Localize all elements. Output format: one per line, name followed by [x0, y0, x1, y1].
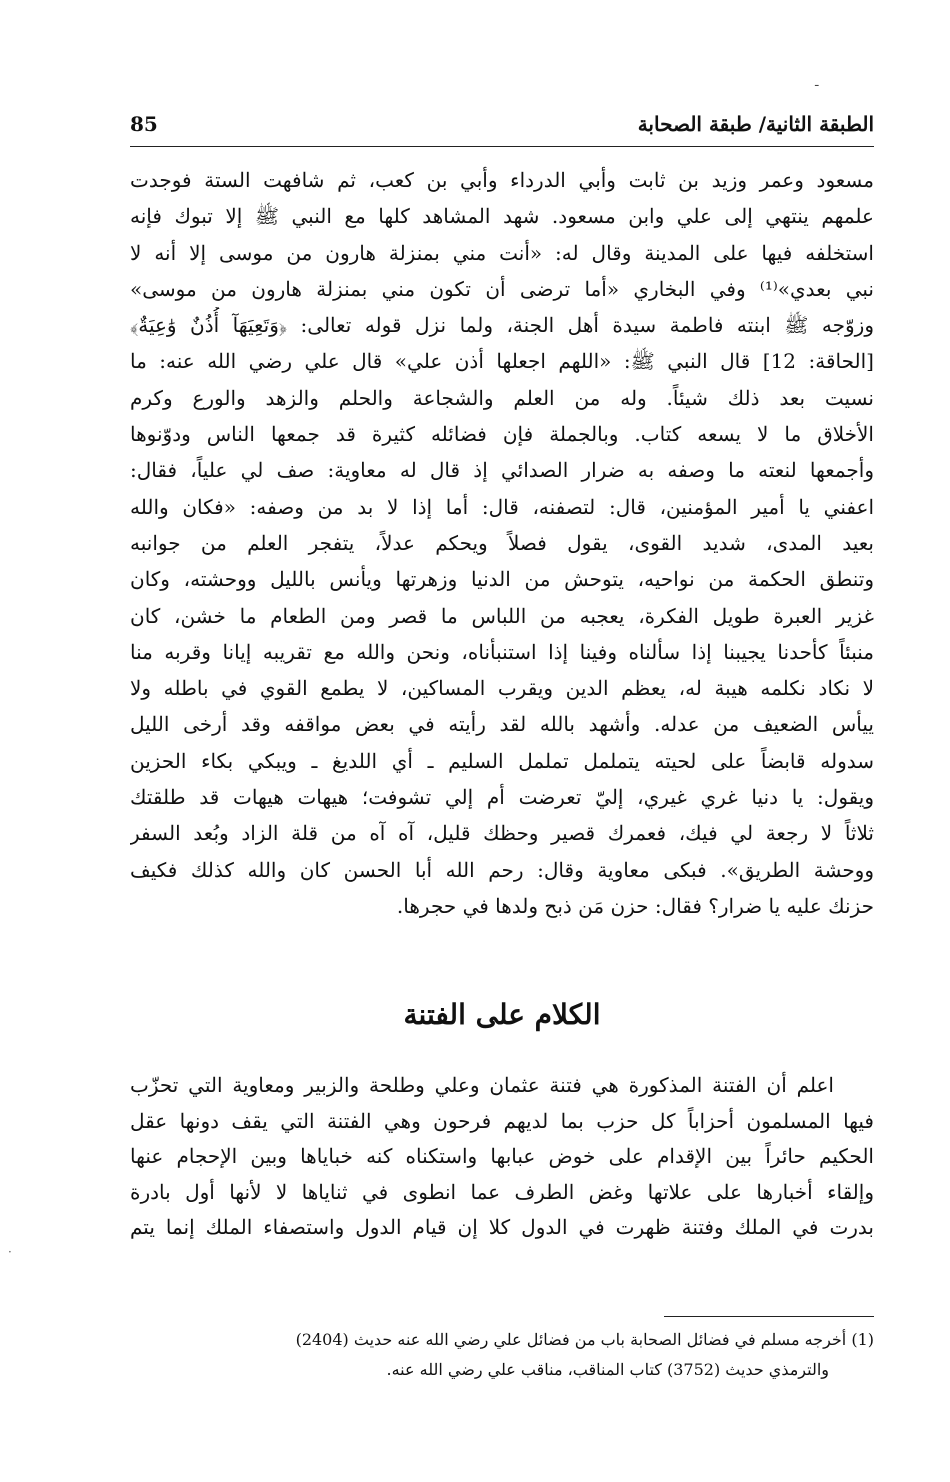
body-text: [130, 162, 874, 924]
text-line: مسعود وعمر وزيد بن ثابت وأبي الدرداء وأبي بن كعب، ثم شافهت الستة فوجدت: [130, 168, 874, 192]
text-line: الأخلاق ما لا يسعه كتاب. وبالجملة فإن فضائله كثيرة قد جمعها الناس ودوّنوها: [130, 422, 874, 447]
footnotes: [130, 1325, 874, 1385]
section-text: [130, 1068, 874, 1246]
text-line: علمهم ينتهي إلى علي وابن مسعود. شهد المشاهد كلها مع النبي ﷺ إلا تبوك فإنه: [130, 204, 874, 229]
page-header: [130, 112, 874, 142]
text-line: ييأس الضعيف من عدله. وأشهد بالله لقد رأيته في بعض مواقفه وقد أرخى الليل: [130, 712, 874, 737]
text-line: لا نكاد نكلمه هيبة له، يعظم الدين ويقرب المساكين، لا يطمع القوي في باطله ولا: [130, 676, 874, 701]
footnote-line: والترمذي حديث (3752) كتاب المناقب، مناقب علي رضي الله عنه.: [386, 1360, 829, 1379]
text-line: نسيت بعد ذلك شيئاً. وله من العلم والشجاعة والحلم والزهد والورع وكرم: [130, 385, 874, 410]
text-line: سدوله قابضاً على لحيته يتململ تململ السليم ـ أي اللديغ ـ ويبكي بكاء الحزين: [130, 748, 874, 773]
running-title: الطبقة الثانية/ طبقة الصحابة: [637, 112, 874, 136]
text-line: [الحاقة: 12] قال النبي ﷺ: «اللهم اجعلها أذن علي» قال علي رضي الله عنه: ما: [130, 349, 874, 374]
text-line: نبي بعدي»⁽¹⁾ وفي البخاري «أما ترضى أن تكون مني بمنزلة هارون من موسى»: [130, 276, 874, 301]
text-line: منبئاً كأحدنا يجيبنا إذا سألناه وفينا إذا استنبأناه، ونحن والله مع تقريبه إيانا وقربه منا: [130, 639, 874, 664]
header-rule: [130, 146, 874, 147]
text-line: ووحشة الطريق». فبكى معاوية وقال: رحم الله أبا الحسن كان والله كذلك فكيف: [130, 857, 874, 882]
text-line: ويقول: يا دنيا غري غيري، إليّ تعرضت أم إلي تشوفت؛ هيهات هيهات قد طلقتك: [130, 785, 874, 810]
section-heading: الكلام على الفتنة: [403, 998, 601, 1031]
text-line: الحكيم حائراً بين الإقدام على خوض عبابها واستكناه كنه خباياها وبين الإحجام عنها: [130, 1144, 874, 1169]
text-line: اعلم أن الفتنة المذكورة هي فتنة عثمان وعلي وطلحة والزبير ومعاوية التي تحزّب: [130, 1073, 834, 1097]
text-line: ثلاثاً لا رجعة لي فيك، فعمرك قصير وحظك قليل، آه آه من قلة الزاد وبُعد السفر: [130, 821, 874, 846]
text-line: وتنطق الحكمة من نواحيه، يتوحش من الدنيا وزهرتها ويأنس بالليل ووحشته، وكان: [130, 567, 874, 592]
scan-speck: ـ: [815, 75, 819, 89]
text-line: حزنك عليه يا ضرار؟ فقال: حزن مَن ذبح ولدها في حجرها.: [396, 893, 874, 918]
page-number: 85: [130, 112, 158, 136]
footnote-line: (1) أخرجه مسلم في فضائل الصحابة باب من فضائل علي رضي الله عنه حديث (2404): [295, 1330, 874, 1349]
text-line: وزوّجه ﷺ ابنته فاطمة سيدة أهل الجنة، ولما نزل قوله تعالى: ﴿وَتَعِيَهَآ أُذُنٌ وَٰعِيَةٌ﴾: [130, 313, 874, 338]
text-line: وأجمعها لنعته ما وصفه به ضرار الصدائي إذ قال له معاوية: صف لي علياً، فقال:: [130, 458, 874, 483]
footnote-rule: [664, 1316, 874, 1317]
text-line: وإلقاء أخبارها على علاتها وغض الطرف عما انطوى في ثناياها لا لأنها أول بادرة: [130, 1179, 874, 1204]
text-line: استخلفه فيها على المدينة وقال له: «أنت مني بمنزلة هارون من موسى إلا أنه لا: [130, 240, 874, 265]
text-line: بعيد المدى، شديد القوى، يقول فصلاً ويحكم عدلاً، يتفجر العلم من جوانبه: [130, 530, 874, 555]
text-line: اعفني يا أمير المؤمنين، قال: لتصفنه، قال: أما إذا لا بد من وصفه: «فكان والله: [130, 494, 874, 519]
text-line: فيها المسلمون أحزاباً كل حزب بما لديهم فرحون وهي الفتنة التي يقف دونها عقل: [130, 1108, 874, 1133]
text-line: غزير العبرة طويل الفكرة، يعجبه من اللباس ما قصر ومن الطعام ما خشن، كان: [130, 603, 874, 628]
scan-speck: ·: [8, 1245, 12, 1259]
text-line: بدرت في الملك وفتنة ظهرت في الدول كلا إن قيام الدول واستصفاء الملك إنما يتم: [130, 1215, 874, 1240]
